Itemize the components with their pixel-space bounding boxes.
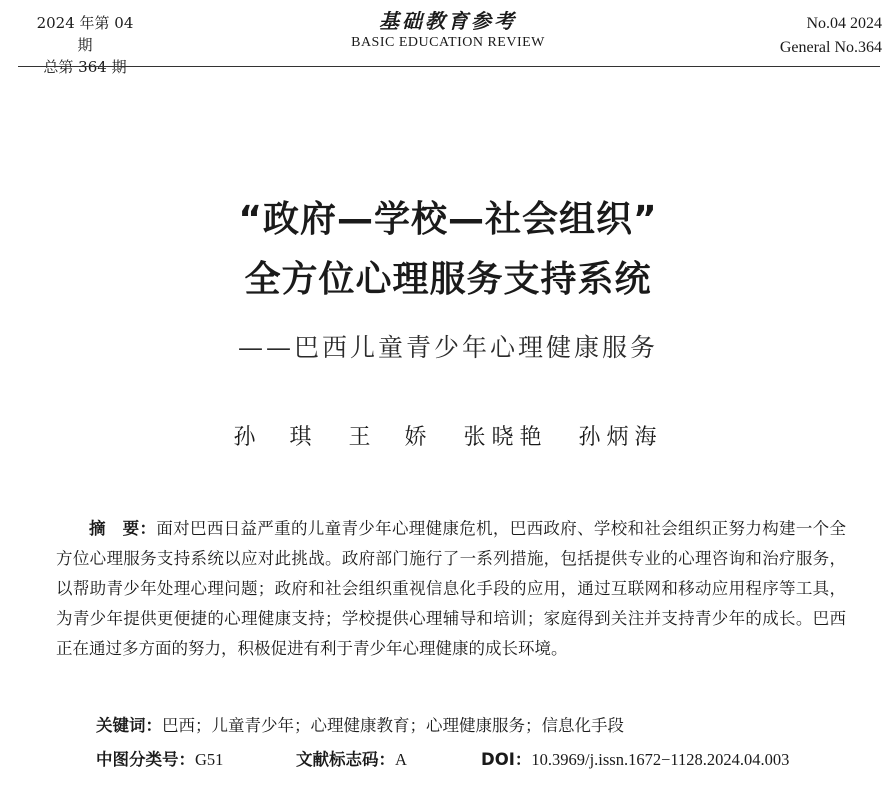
abstract-label: 摘 要： xyxy=(89,519,157,538)
author-name: 张晓艳 xyxy=(463,425,548,450)
doi xyxy=(481,747,789,773)
page-header xyxy=(0,0,896,76)
issue-info-en xyxy=(722,12,882,60)
journal-title-cn: 基础教育参考 xyxy=(379,9,517,33)
author-name: 孙炳海 xyxy=(578,425,663,450)
keywords-label: 关键词： xyxy=(96,716,162,735)
clc-label: 中图分类号： xyxy=(96,750,195,769)
doi-label: DOI： xyxy=(481,750,532,769)
issue-info xyxy=(30,12,140,78)
article-title xyxy=(0,190,896,310)
keywords xyxy=(96,713,856,739)
author-list xyxy=(0,422,896,454)
doc-code-value: A xyxy=(395,750,407,769)
issue-year-number: 2024 年第 04 期 xyxy=(36,14,134,54)
author-name: 孙 琪 xyxy=(233,425,318,450)
document-code xyxy=(296,747,481,773)
journal-title-en: BASIC EDUCATION REVIEW xyxy=(351,35,545,50)
issue-total-number: 总第 364 期 xyxy=(43,58,127,76)
issue-number-en: No.04 2024 xyxy=(806,15,882,32)
author-name: 王 娇 xyxy=(348,425,433,450)
clc-value: G51 xyxy=(195,750,224,769)
article-metadata xyxy=(96,747,876,773)
doi-value: 10.3969/j.issn.1672−1128.2024.04.003 xyxy=(531,750,790,769)
title-line-2: 全方位心理服务支持系统 xyxy=(244,259,652,300)
journal-masthead xyxy=(318,8,578,52)
header-divider xyxy=(18,66,880,67)
keywords-text: 巴西；儿童青少年；心理健康教育；心理健康服务；信息化手段 xyxy=(162,716,624,735)
clc-number xyxy=(96,747,296,773)
abstract-text: 面对巴西日益严重的儿童青少年心理健康危机，巴西政府、学校和社会组织正努力构建一个全方位心理服务支持系统以应对此挑战。政府部门施行了一系列措施，包括提供专业的心理咨询和治疗服务，以帮助青少年处理心理问题；政府和社会组织重视信息化手段的应用，通过互联网和移动应用程序等工具，为青少年提供更便捷的心理健康支持；学校提供心理辅导和培训；家庭得到关注并支持青少年的成长。巴西正在通过多方面的努力，积极促进有利于青少年心理健康的成长环境。 xyxy=(56,519,847,658)
general-number-en: General No.364 xyxy=(779,39,882,56)
title-line-1: “政府—学校—社会组织” xyxy=(238,199,658,240)
article-subtitle: ——巴西儿童青少年心理健康服务 xyxy=(237,333,658,362)
doc-code-label: 文献标志码： xyxy=(296,750,395,769)
abstract xyxy=(56,514,846,664)
